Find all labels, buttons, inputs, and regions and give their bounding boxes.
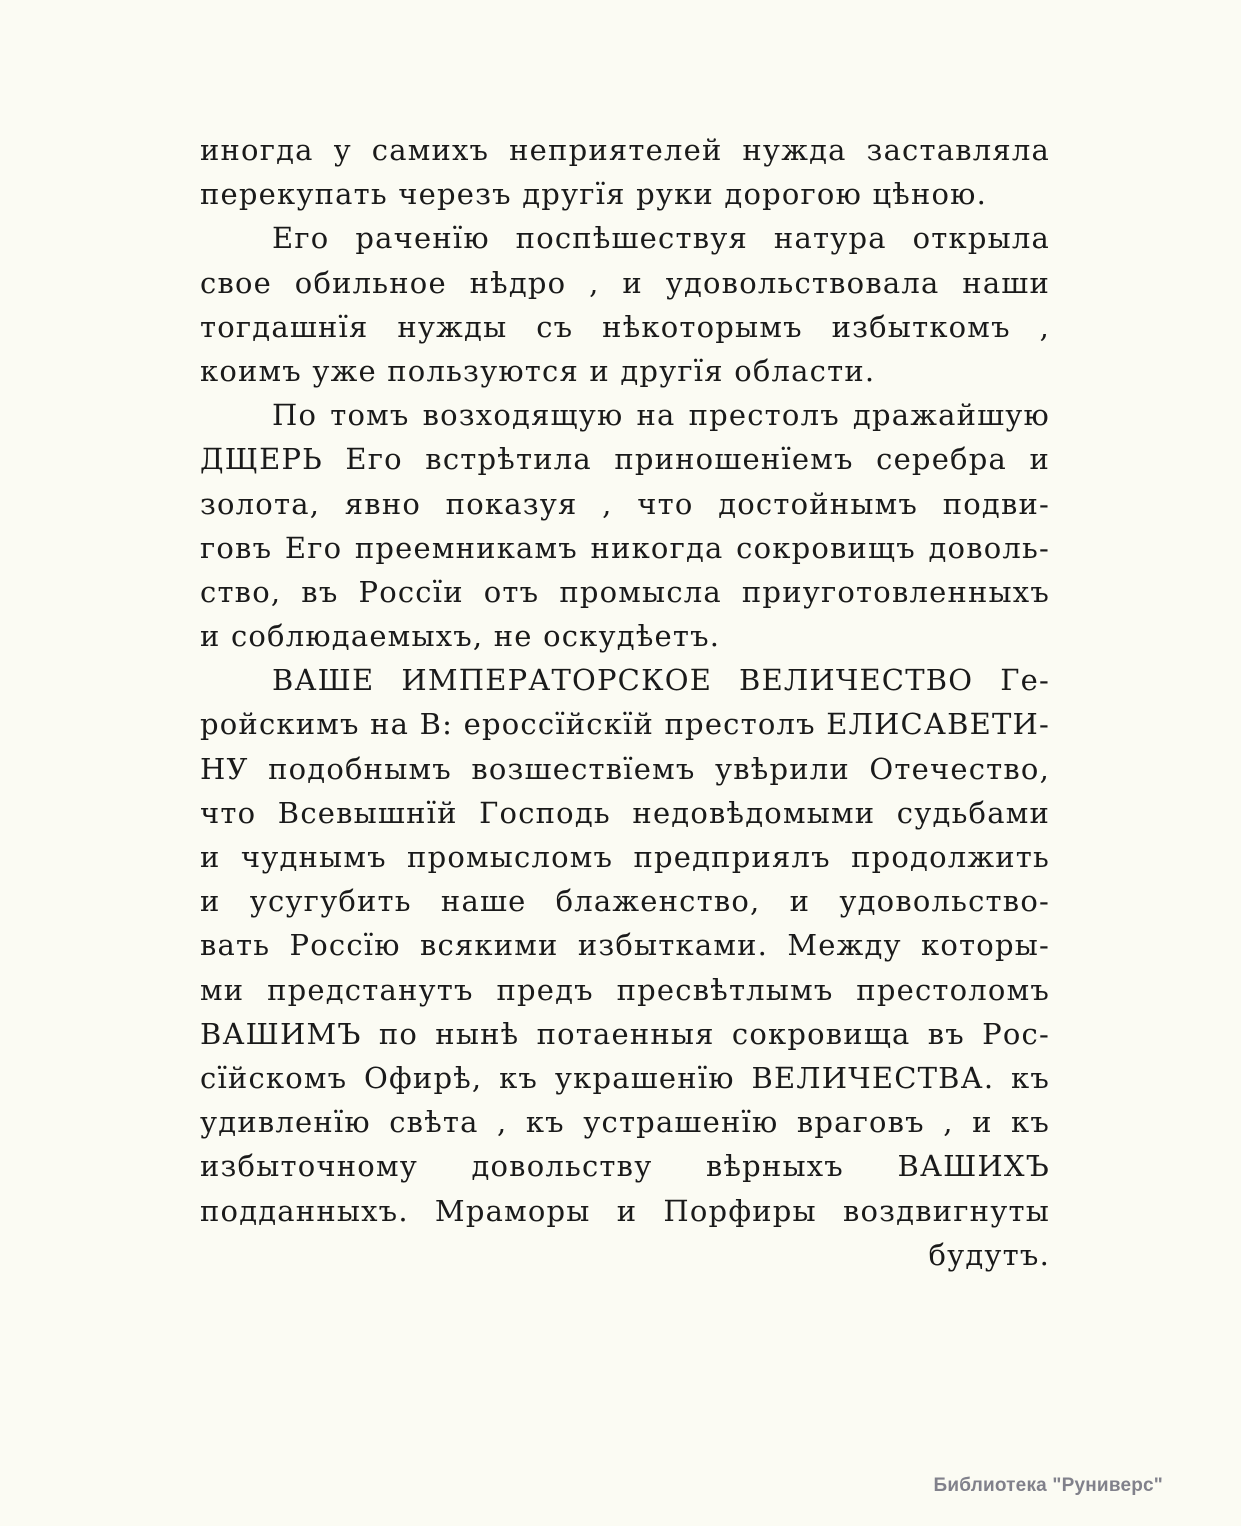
page-text-block [200,128,1050,1277]
text-line: ройскимъ на В: ероссїйскїй престолъ ЕЛИСАВЕТИ- [200,707,1050,742]
text-line: По томъ возходящую на престолъ дражайшую [272,398,1050,433]
text-line: будутъ. [928,1237,1050,1272]
text-line: сїйскомъ Офирѣ, къ украшенїю ВЕЛИЧЕСТВА. къ [200,1060,1050,1095]
text-line: ВАШЕ ИМПЕРАТОРСКОЕ ВЕЛИЧЕСТВО Ге- [272,663,1050,698]
text-line: и усугубить наше блаженство, и удовольство- [200,884,1050,919]
text-line: тогдашнїя нужды съ нѣкоторымъ избыткомъ , [200,309,1050,344]
text-line: избыточному довольству вѣрныхъ ВАШИХЪ [200,1149,1050,1184]
text-line: подданныхъ. Мраморы и Порфиры воздвигнуты [200,1193,1050,1228]
text-line: и соблюдаемыхъ, не оскудѣетъ. [200,619,721,654]
text-line: и чуднымъ промысломъ предприялъ продолжить [200,840,1050,874]
text-line: говъ Его преемникамъ никогда сокровищъ доволь- [200,530,1050,565]
text-line: ство, въ Россїи отъ промысла приуготовленныхъ [200,574,1050,609]
text-line: вать Россїю всякими избытками. Между которы- [200,928,1050,963]
text-line: ми предстанутъ предъ пресвѣтлымъ престоломъ [200,972,1050,1007]
text-line: НУ подобнымъ возшествїемъ увѣрили Отечество, [200,751,1050,786]
text-line: свое обильное нѣдро , и удовольствовала наши [200,265,1050,300]
text-line: коимъ уже пользуются и другїя области. [200,353,876,388]
text-line: иногда у самихъ неприятелей нужда заставляла [200,133,1050,167]
library-watermark: Библиотека "Руниверс" [933,1475,1163,1496]
text-line: золота, явно показуя , что достойнымъ подви- [200,486,1050,521]
text-line: ДЩЕРЬ Его встрѣтила приношенїемъ серебра и [200,442,1050,477]
text-line: что Всевышнїй Господь недовѣдомыми судьбами [200,795,1050,830]
text-line: перекупать черезъ другїя руки дорогою цѣною. [200,177,988,212]
text-line: удивленїю свѣта , къ устрашенїю враговъ , и къ [200,1105,1050,1140]
text-line: ВАШИМЪ по нынѣ потаенныя сокровища въ Рос- [200,1016,1050,1051]
text-line: Его раченїю поспѣшествуя натура открыла [272,221,1050,256]
